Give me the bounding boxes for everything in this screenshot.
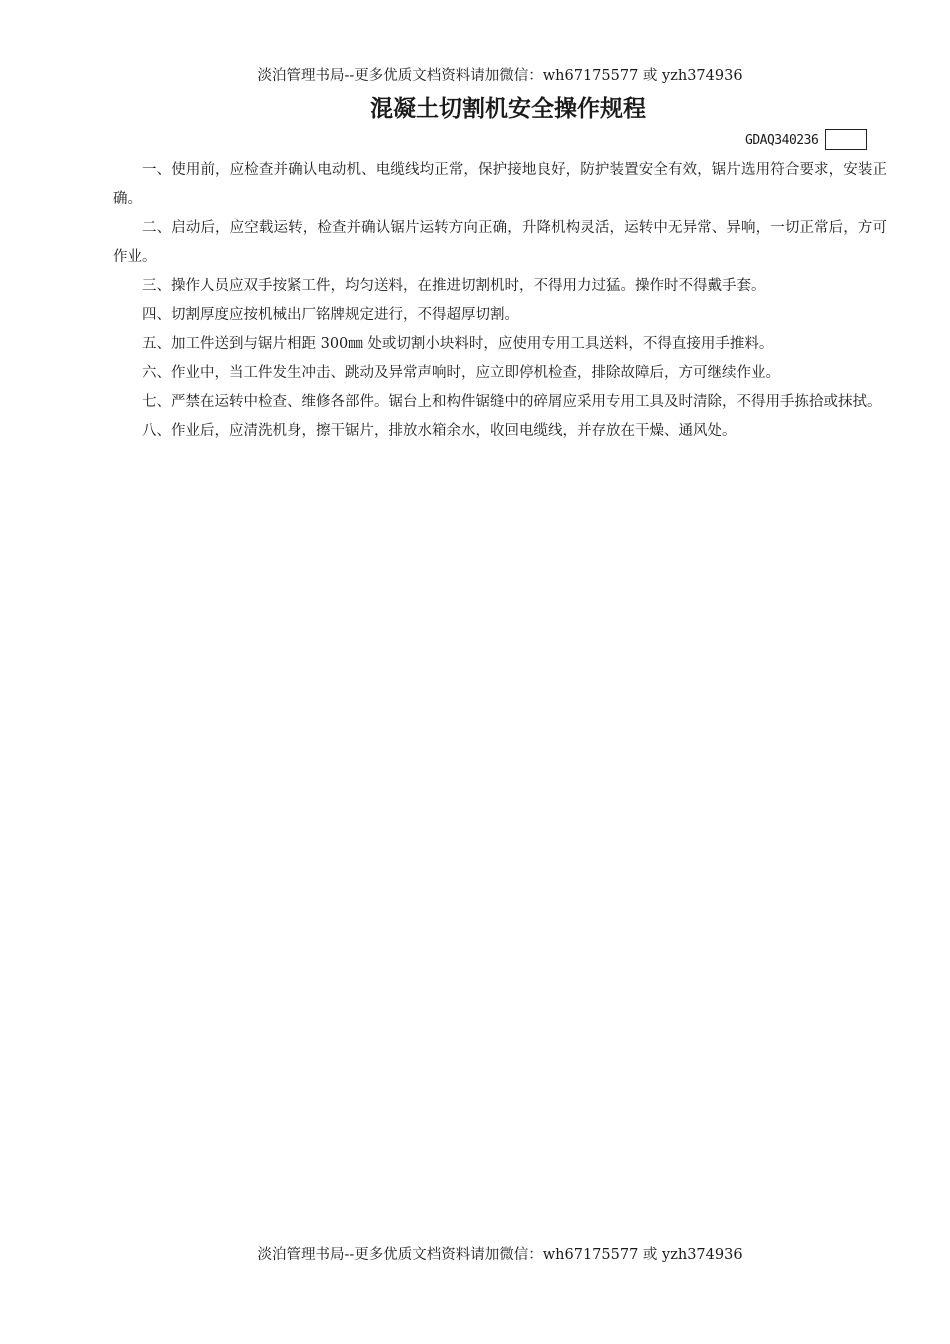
regulation-item-5: 五、加工件送到与锯片相距 300㎜ 处或切割小块料时，应使用专用工具送料，不得直接用手推料。 bbox=[142, 336, 774, 352]
regulation-item-4: 四、切割厚度应按机械出厂铭牌规定进行，不得超厚切割。 bbox=[142, 307, 519, 323]
regulation-item-3: 三、操作人员应双手按紧工件，均匀送料，在推进切割机时，不得用力过猛。操作时不得戴手套。 bbox=[142, 278, 766, 294]
regulation-item-6: 六、作业中，当工件发生冲击、跳动及异常声响时，应立即停机检查，排除故障后，方可继续作业。 bbox=[142, 365, 780, 381]
document-code-box bbox=[825, 129, 867, 150]
regulation-item-1: 一、使用前，应检查并确认电动机、电缆线均正常，保护接地良好，防护装置安全有效，锯片选用符合要求，安装正确。 bbox=[113, 162, 887, 207]
regulation-item-2: 二、启动后，应空载运转，检查并确认锯片运转方向正确，升降机构灵活，运转中无异常、异响，一切正常后，方可作业。 bbox=[113, 220, 887, 265]
document-code-row bbox=[745, 130, 818, 152]
regulation-body bbox=[113, 156, 887, 446]
regulation-item-8: 八、作业后，应清洗机身，擦干锯片，排放水箱余水，收回电缆线，并存放在干燥、通风处。 bbox=[142, 423, 737, 439]
regulation-item-7: 七、严禁在运转中检查、维修各部件。锯台上和构件锯缝中的碎屑应采用专用工具及时清除，不得用手拣拾或抹拭。 bbox=[142, 394, 882, 410]
document-code: GDAQ340236 bbox=[745, 133, 819, 148]
header-watermark-note: 淡泊管理书局--更多优质文档资料请加微信：wh67175577 或 yzh374936 bbox=[257, 68, 743, 84]
page-title: 混凝土切割机安全操作规程 bbox=[370, 96, 646, 122]
footer-watermark-note: 淡泊管理书局--更多优质文档资料请加微信：wh67175577 或 yzh374936 bbox=[257, 1247, 743, 1263]
